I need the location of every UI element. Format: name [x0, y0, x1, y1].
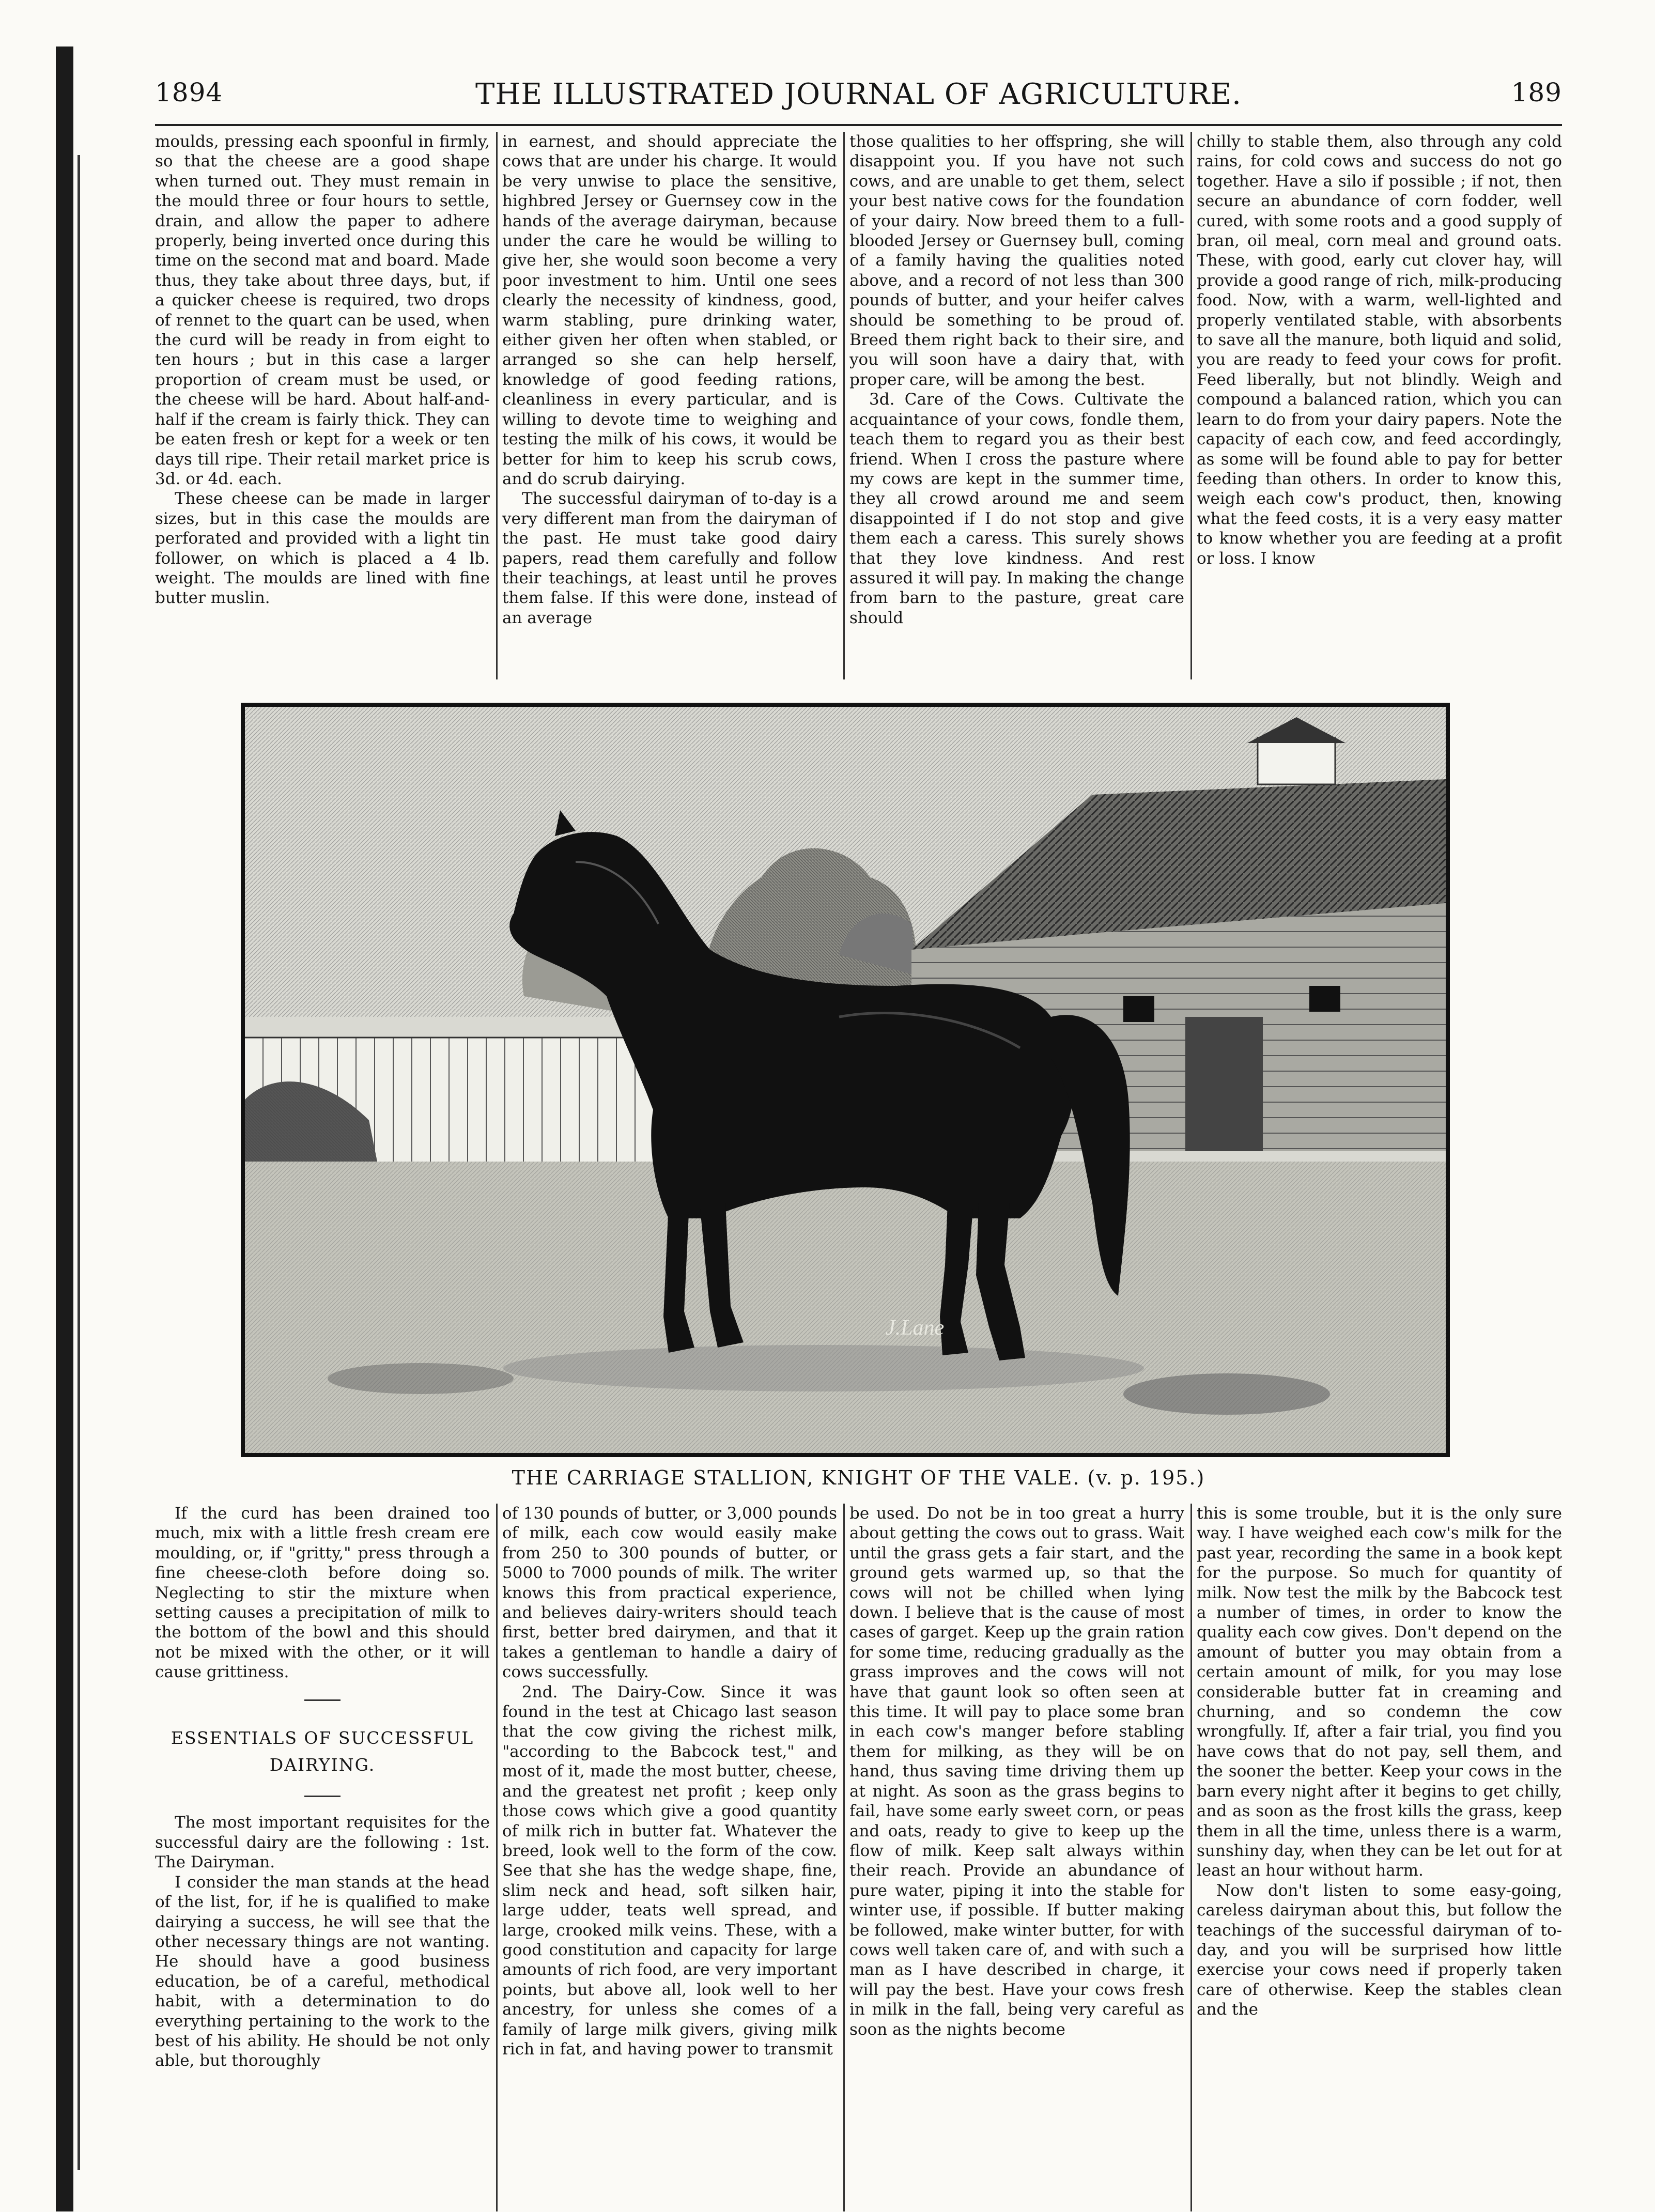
column-divider — [1190, 132, 1192, 679]
paragraph: those qualities to her offspring, she will disappoint you. If you have not such cows, and are unable to get them, select your best native cows for the foundation of your dairy. Now breed them to a full-blooded Jersey or Guernsey bull, coming of a family having the qualities noted above, and a record of not less than 300 pounds of butter, and your heifer calves should be something to be proud of. Breed them right back to their sire, and you will soon have a dairy that, with proper care, will be among the best. — [849, 132, 1184, 389]
stallion-engraving — [241, 703, 1450, 1457]
top-column-3 — [849, 132, 1184, 679]
paragraph: this is some trouble, but it is the only sure way. I have weighed each cow's milk for the past year, recording the same in a book kept for the purpose. So much for quantity of milk. Now test the milk by the Babcock test a number of times, in order to know the quality each cow gives. Don't depend on the amount of butter you may obtain from a certain amount of milk, for you may lose considerable butter fat in creaming and churning, and so condemn the cow wrongfully. If, after a fair trial, you find you have cows that do not pay, sell them, and the sooner the better. Keep your cows in the barn every night after it begins to get chilly, and as soon as the frost kills the grass, keep them in all the time, unless there is a warm, sunshiny day, when they can be let out for at least an hour without harm. — [1197, 1504, 1562, 1880]
top-column-4 — [1197, 132, 1562, 679]
paragraph: These cheese can be made in larger sizes, but in this case the moulds are perforated and provided with a light tin follower, on which is placed a 4 lb. weight. The moulds are lined with fine butter muslin. — [155, 489, 490, 608]
paragraph: 2nd. The Dairy-Cow. Since it was found in the test at Chicago last season that the cow giving the richest milk, "according to the Babcock test," and most of it, made the most butter, cheese, and the greatest net profit ; keep only those cows which give a good quantity of milk rich in butter fat. Whatever the breed, look well to the form of the cow. See that she has the wedge shape, fine, slim neck and head, soft silken hair, large udder, teats well spread, and large, crooked milk veins. These, with a good constitution and capacity for large amounts of rich food, are very important points, but above all, look well to her ancestry, for unless she comes of a family of large milk givers, giving milk rich in fat, and having power to transmit — [502, 1682, 837, 2059]
paragraph: 3d. Care of the Cows. Cultivate the acquaintance of your cows, fondle them, teach them to regard you as their best friend. When I cross the pasture where my cows are kept in the summer time, they all crowd around me and seem disappointed if I do not stop and give them each a caress. This surely shows that they love kindness. And rest assured it will pay. In making the change from barn to the pasture, great care should — [849, 390, 1184, 627]
running-header — [155, 78, 1562, 119]
top-column-2 — [502, 132, 837, 679]
binding-shadow — [78, 155, 80, 2170]
paragraph: If the curd has been drained too much, mix with a little fresh cream ere moulding, or, if "gritty," press through a fine cheese-cloth before doing so. Neglecting to stir the mixture when setting causes a precipitation of milk to the bottom of the bowl and this should not be mixed with the other, or it will cause grittiness. — [155, 1504, 490, 1682]
header-year: 1894 — [155, 78, 223, 107]
paragraph: I consider the man stands at the head of the list, for, if he is qualified to make dairying a success, he will see that the other necessary things are not wanting. He should have a good business education, be of a careful, methodical habit, with a determination to do everything pertaining to the work to the best of his ability. He should be not only able, but thoroughly — [155, 1873, 490, 2070]
journal-title: THE ILLUSTRATED JOURNAL OF AGRICULTURE. — [475, 78, 1242, 111]
paragraph: The successful dairyman of to-day is a very different man from the dairyman of the past. He must take good dairy papers, read them carefully and follow their teachings, at least until he proves them false. If this were done, instead of an average — [502, 489, 837, 627]
page-number: 189 — [1511, 78, 1562, 107]
paragraph: be used. Do not be in too great a hurry about getting the cows out to grass. Wait until the grass gets a fair start, and the ground gets warmed up, so that the cows will not be chilled when lying down. I believe that is the cause of most cases of garget. Keep up the grain ration for some time, reducing gradually as the grass improves and the cows will not have that gaunt look so often seen at this time. It will pay to place some bran in each cow's manger before stabling them for milking, as they will be on hand, thus saving time driving them up at night. As soon as the grass begins to fail, have some early sweet corn, or peas and oats, ready to give to keep up the flow of milk. Keep salt always within their reach. Provide an abundance of pure water, piping it into the stable for winter use, if possible. If butter making be followed, make winter butter, for with cows well taken care of, and with such a man as I have described in charge, it will pay the best. Have your cows fresh in milk in the fall, being very careful as soon as the nights become — [849, 1504, 1184, 2039]
bottom-column-3 — [849, 1504, 1184, 2211]
column-divider — [1190, 1504, 1192, 2211]
paragraph: in earnest, and should appreciate the cows that are under his charge. It would be very unwise to place the sensitive, highbred Jersey or Guernsey cow in the hands of the average dairyman, because under the care he would be willing to give her, she would soon become a very poor investment to him. Until one sees clearly the necessity of kindness, good, warm stabling, pure drinking water, either given her often when stabled, or arranged so she can help herself, knowledge of good feeding rations, cleanliness in every particular, and is willing to devote time to weighing and testing the milk of his cows, it would be better for him to keep his scrub cows, and do scrub dairying. — [502, 132, 837, 488]
bottom-column-2 — [502, 1504, 837, 2211]
figure-caption: THE CARRIAGE STALLION, KNIGHT OF THE VALE. (v. p. 195.) — [512, 1466, 1205, 1489]
paragraph: chilly to stable them, also through any cold rains, for cold cows and success do not go together. Have a silo if possible ; if not, then secure an abundance of corn fodder, well cured, with some roots and a good supply of bran, oil meal, corn meal and ground oats. These, with good, early cut clover hay, will provide a good range of rich, milk-producing food. Now, with a warm, well-lighted and properly ventilated stable, with absorbents to save all the manure, both liquid and solid, you are ready to feed your cows for profit. Feed liberally, but not blindly. Weigh and compound a balanced ration, which you can learn to do from your dairy papers. Note the capacity of each cow, and feed accordingly, as some will be found able to pay for better feeding than others. In order to know this, weigh each cow's product, then, knowing what the feed costs, it is a very easy matter to know whether you are feeding at a profit or loss. I know — [1197, 132, 1562, 568]
paragraph: Now don't listen to some easy-going, careless dairyman about this, but follow the teachings of the successful dairyman of to-day, and you will be surprised how little exercise your cows need if properly taken care of otherwise. Keep the stables clean and the — [1197, 1881, 1562, 2019]
artist-signature: J.Lane — [886, 1316, 945, 1340]
paragraph: of 130 pounds of butter, or 3,000 pounds of milk, each cow would easily make from 250 to 300 pounds of butter, or 5000 to 7000 pounds of milk. The writer knows this from practical experience, and believes dairy-writers should teach first, better bred dairymen, and that it takes a gentleman to handle a dairy of cows successfully. — [502, 1504, 837, 1682]
bottom-column-1 — [155, 1504, 490, 2211]
column-divider — [496, 132, 498, 679]
bottom-column-4 — [1197, 1504, 1562, 2211]
horse-illustration — [245, 707, 1446, 1453]
section-separator — [155, 1786, 490, 1805]
column-divider — [843, 132, 845, 679]
top-column-1 — [155, 132, 490, 679]
section-heading: ESSENTIALS OF SUCCESSFUL DAIRYING. — [171, 1728, 474, 1775]
header-rule — [155, 124, 1562, 126]
section-separator — [155, 1690, 490, 1709]
column-divider — [496, 1504, 498, 2211]
paragraph: moulds, pressing each spoonful in firmly, so that the cheese are a good shape when turned out. They must remain in the mould three or four hours to settle, drain, and allow the paper to adhere properly, being inverted once during this time on the second mat and board. Made thus, they take about three days, but, if a quicker cheese is required, two drops of rennet to the quart can be used, when the curd will be ready in from eight to ten hours ; but in this case a larger proportion of cream must be used, or the cheese will be hard. About half-and-half if the cream is fairly thick. They can be eaten fresh or kept for a week or ten days till ripe. Their retail market price is 3d. or 4d. each. — [155, 132, 490, 488]
paragraph: The most important requisites for the successful dairy are the following : 1st. The Dairyman. — [155, 1813, 490, 1872]
binding-edge — [56, 47, 73, 2211]
column-divider — [843, 1504, 845, 2211]
